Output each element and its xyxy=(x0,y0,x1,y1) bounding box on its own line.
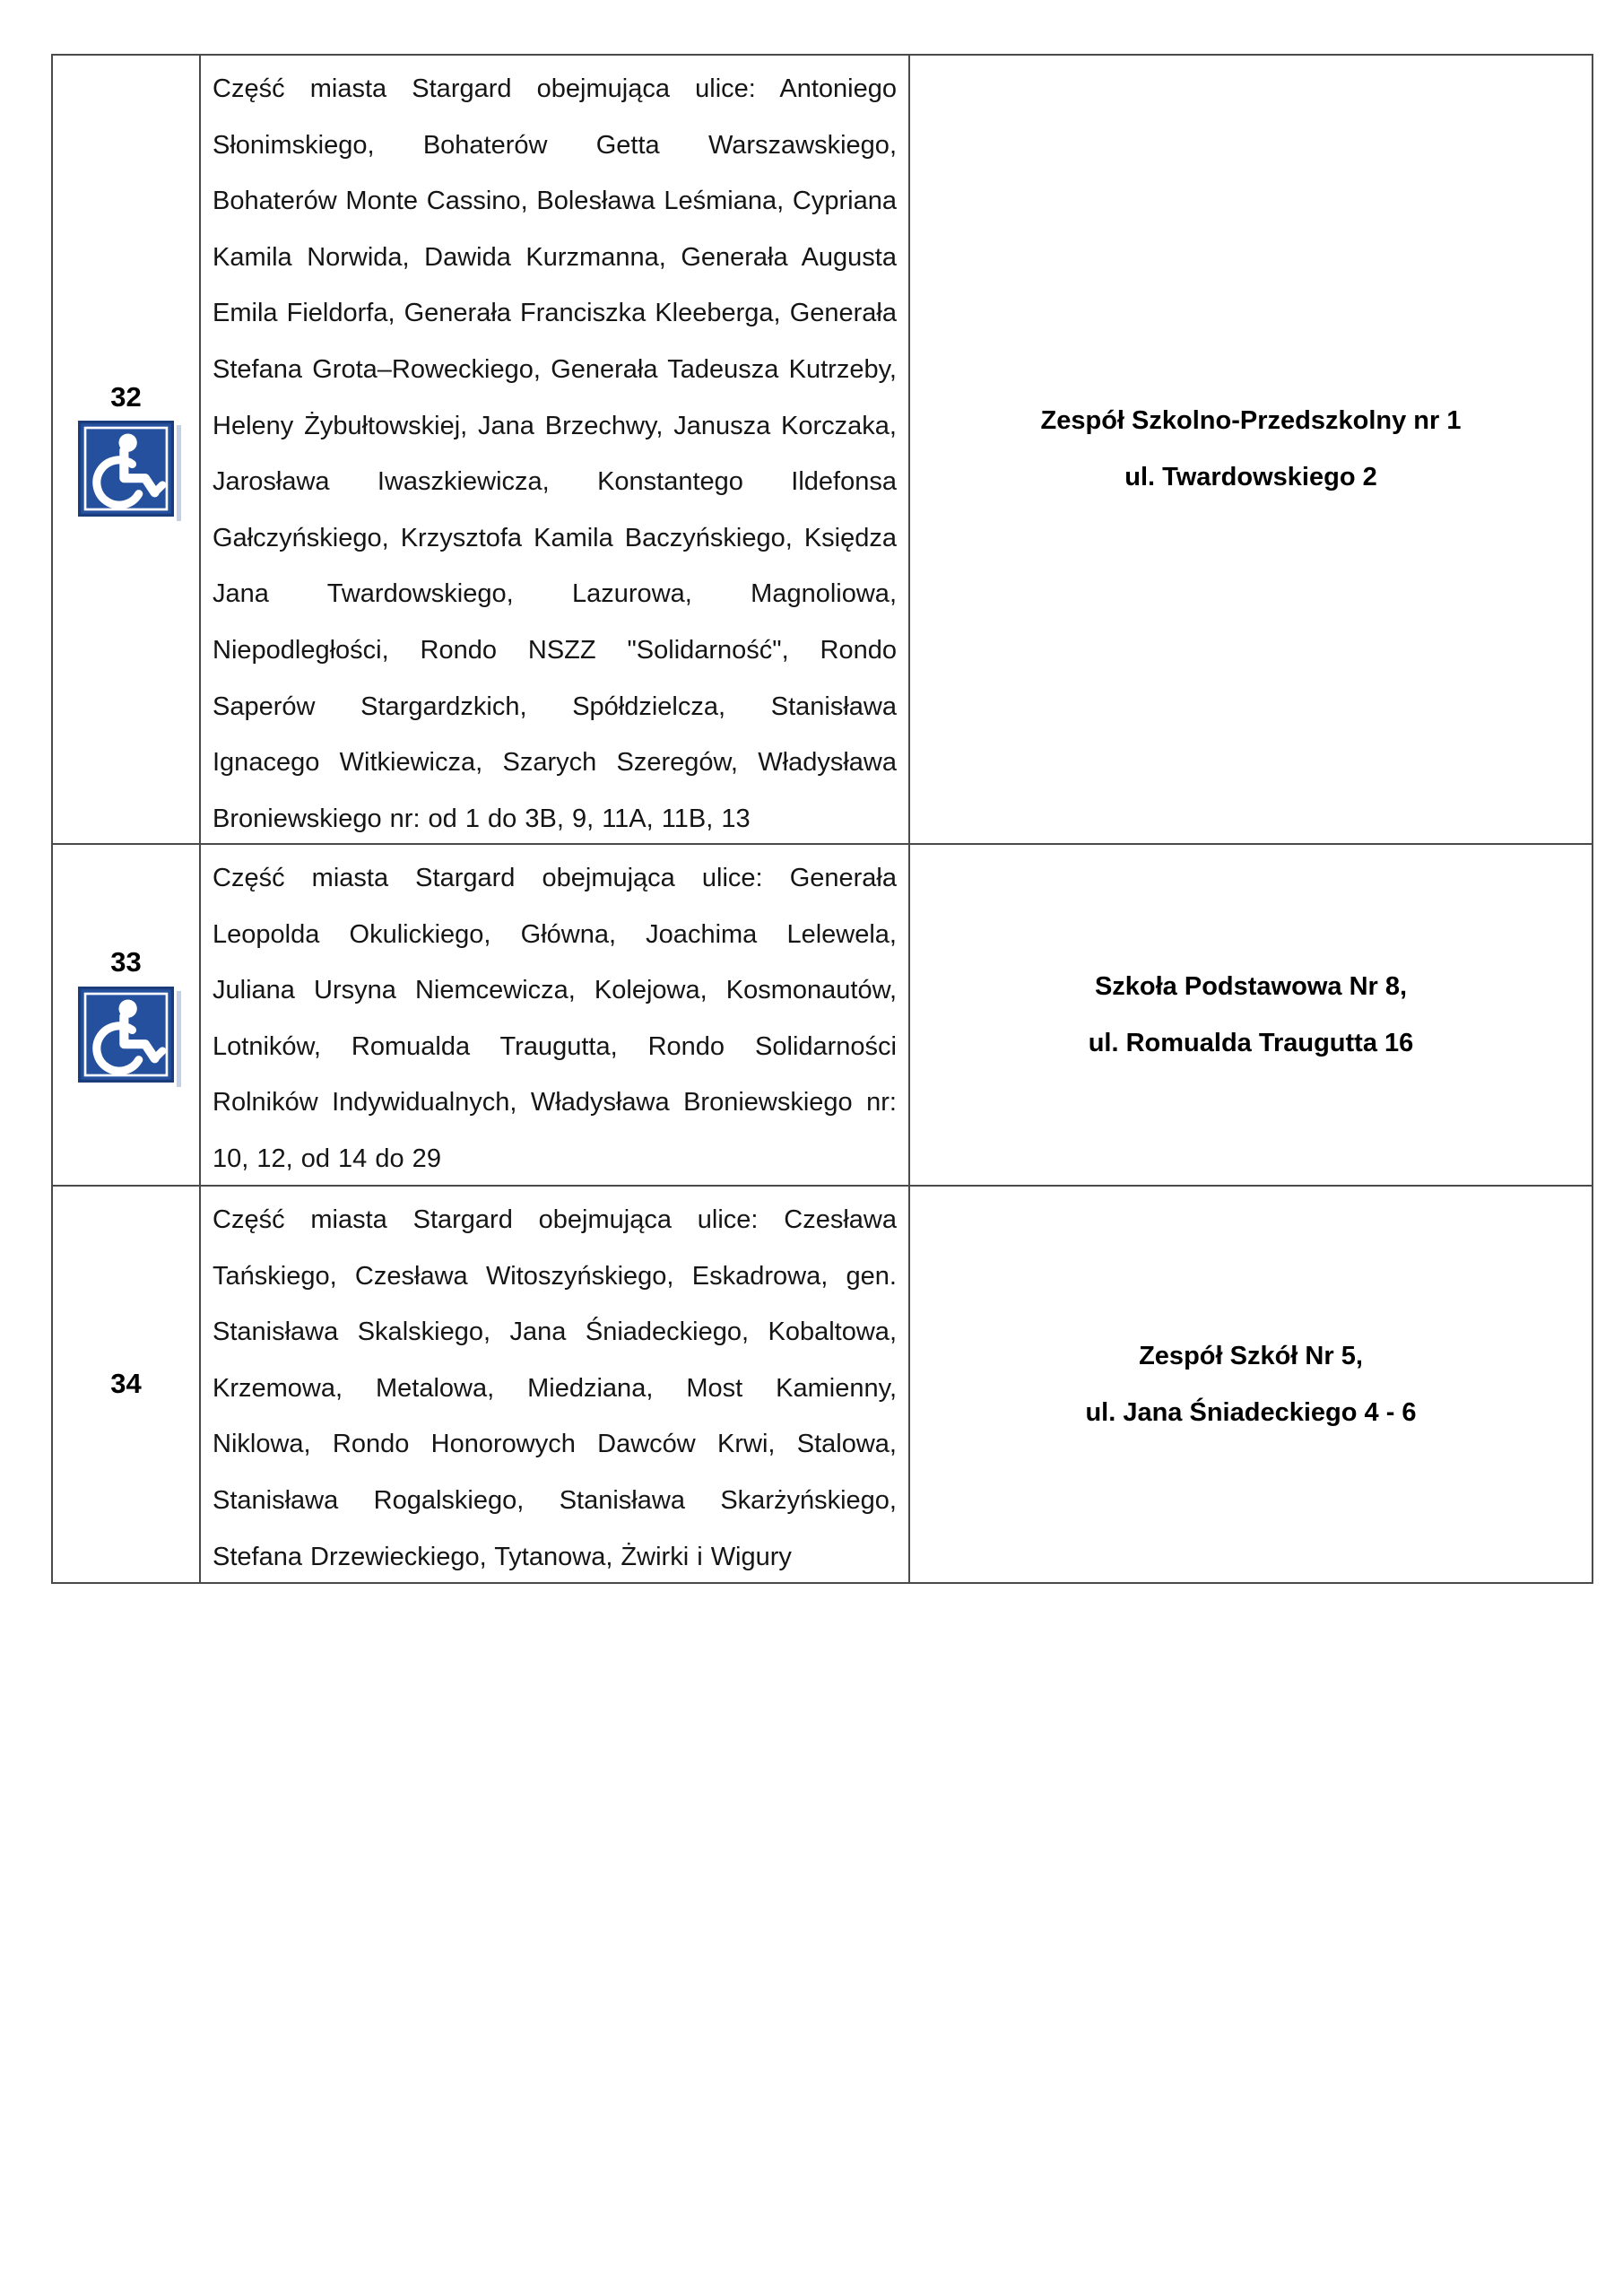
polling-station-address: ul. Romualda Traugutta 16 xyxy=(1088,1028,1414,1057)
district-number: 34 xyxy=(110,1368,142,1400)
wheelchair-accessible-icon xyxy=(78,987,174,1083)
district-number-cell xyxy=(53,56,201,845)
district-number-cell xyxy=(53,1187,201,1582)
district-area-text: Część miasta Stargard obejmująca ulice: Antoniego Słonimskiego, Bohaterów Getta Warszawskiego, Bohaterów Monte Cassino, Bolesława Leśmiana, Cypriana Kamila Norwida, Dawida Kurzmanna, Generała Augusta Emila Fieldorfa, Generała Franciszka Kleeberga, Generała Stefana Grota–Roweckiego, Generała Tadeusza Kutrzeby, Heleny Żybułtowskiej, Jana Brzechwy, Janusza Korczaka, Jarosława Iwaszkiewicza, Konstantego Ildefonsa Gałczyńskiego, Krzysztofa Kamila Baczyńskiego, Księdza Jana Twardowskiego, Lazurowa, Magnoliowa, Niepodległości, Rondo NSZZ "Solidarność", Rondo Saperów Stargardzkich, Spółdzielcza, Stanisława Ignacego Witkiewicza, Szarych Szeregów, Władysława Broniewskiego nr: od 1 do 3B, 9, 11A, 11B, 13 xyxy=(213,74,897,833)
district-area-cell xyxy=(201,56,910,845)
polling-station-cell xyxy=(910,1187,1592,1582)
polling-districts-table xyxy=(51,54,1593,1584)
polling-station-cell xyxy=(910,845,1592,1187)
district-number-cell xyxy=(53,845,201,1187)
district-number: 32 xyxy=(110,380,142,413)
polling-station-address: ul. Jana Śniadeckiego 4 - 6 xyxy=(1085,1397,1417,1427)
polling-station-cell xyxy=(910,56,1592,845)
polling-station-address: ul. Twardowskiego 2 xyxy=(1124,463,1377,491)
wheelchair-accessible-icon xyxy=(78,421,174,517)
district-area-cell xyxy=(201,1187,910,1582)
polling-station-name: Zespół Szkolno-Przedszkolny nr 1 xyxy=(1040,406,1462,435)
polling-station-name: Szkoła Podstawowa Nr 8, xyxy=(1094,971,1408,1001)
district-area-text: Część miasta Stargard obejmująca ulice: Generała Leopolda Okulickiego, Główna, Joachima Lelewela, Juliana Ursyna Niemcewicza, Kolejowa, Kosmonautów, Lotników, Romualda Traugutta, Rondo Solidarności Rolników Indywidualnych, Władysława Broniewskiego nr: 10, 12, od 14 do 29 xyxy=(213,864,897,1173)
polling-station-name: Zespół Szkół Nr 5, xyxy=(1139,1341,1363,1370)
district-number: 33 xyxy=(110,946,142,978)
district-area-text: Część miasta Stargard obejmująca ulice: Czesława Tańskiego, Czesława Witoszyńskiego, Eskadrowa, gen. Stanisława Skalskiego, Jana Śniadeckiego, Kobaltowa, Krzemowa, Metalowa, Miedziana, Most Kamienny, Niklowa, Rondo Honorowych Dawców Krwi, Stalowa, Stanisława Rogalskiego, Stanisława Skarżyńskiego, Stefana Drzewieckiego, Tytanowa, Żwirki i Wigury xyxy=(213,1205,897,1571)
district-area-cell xyxy=(201,845,910,1187)
